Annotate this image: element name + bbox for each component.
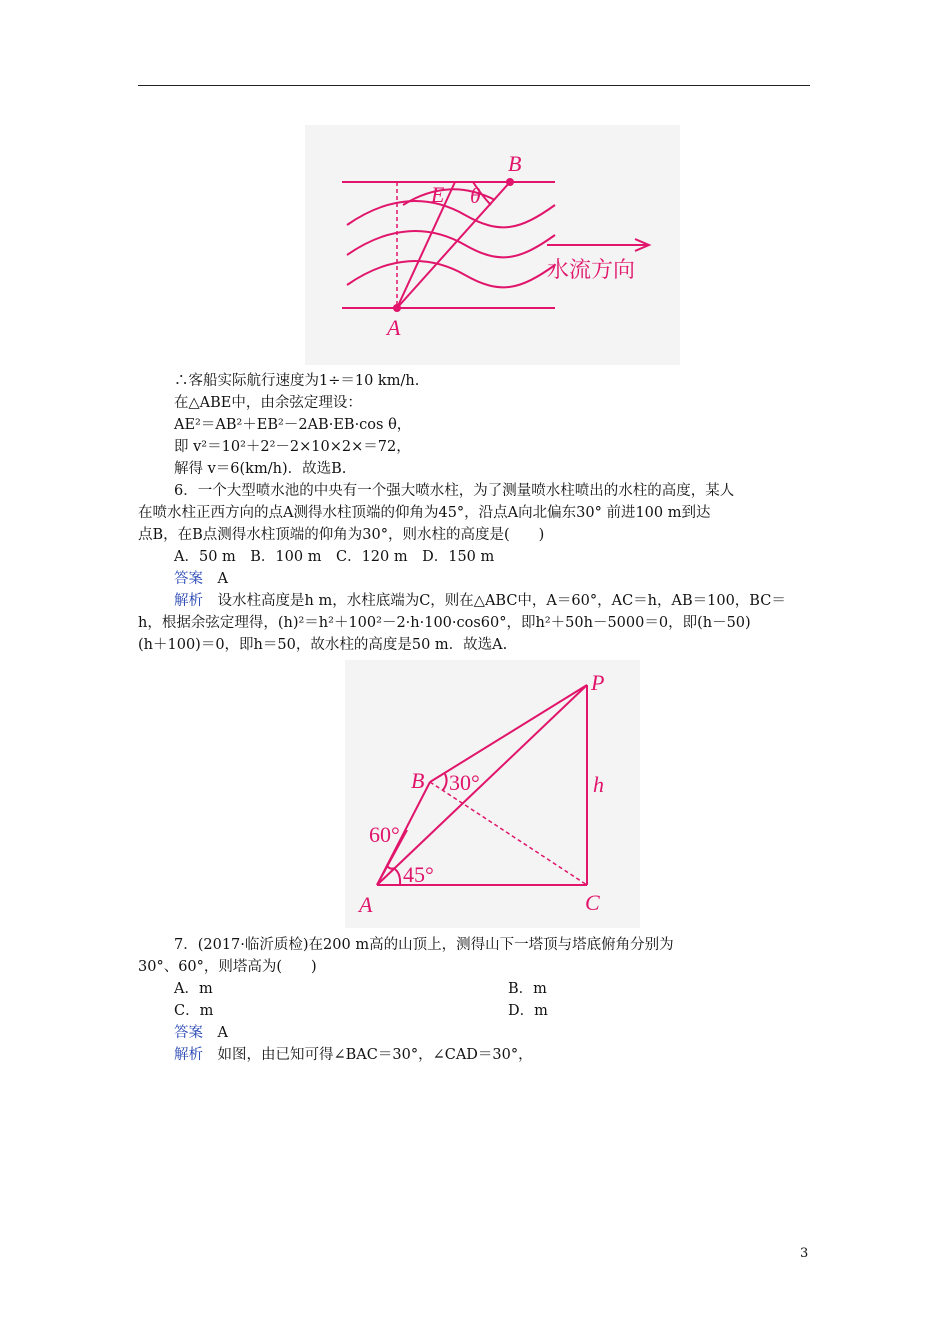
label-theta: θ [470,183,481,208]
question-6-line: 点B，在B点测得水柱顶端的仰角为30°，则水柱的高度是( ) [138,527,545,543]
analysis-label: 解析 [174,593,203,609]
fountain-diagram [345,660,640,928]
label-angle-60: 60° [369,822,400,847]
option-C: C．m [174,1003,214,1019]
label-P: P [591,670,605,695]
question-6-answer [174,568,846,590]
text-line: 即 v²＝10²＋2²－2×10×2×＝72， [174,439,411,455]
label-B: B [411,768,425,793]
question-6-analysis-line: (h＋100)＝0，即h＝50，故水柱的高度是50 m．故选A. [138,637,508,653]
question-7-analysis [174,1044,846,1066]
option-B: B．m [508,981,547,997]
option-D: D．m [508,1003,548,1019]
question-6-analysis-line: h，根据余弦定理得，(h)²＝h²＋100²－2·h·100·cos60°，即h²＋50h－5000＝0，即(h－50) [138,615,751,631]
text-line: 解得 v＝6(km/h)．故选B. [174,461,347,477]
label-h: h [593,772,604,797]
question-6-line: 在喷水柱正西方向的点A测得水柱顶端的仰角为45°，沿点A向北偏东30° 前进100 m到达 [138,505,711,521]
question-6-options: A．50 m B．100 m C．120 m D．150 m [174,549,495,565]
question-6-analysis [174,590,846,612]
label-E: E [431,182,445,207]
option-A: A．m [174,981,213,997]
answer-label: 答案 [174,571,203,587]
text-line: ∴客船实际航行速度为1÷＝10 km/h. [174,373,420,389]
text-line: AE²＝AB²＋EB²－2AB·EB·cos θ， [174,417,412,433]
analysis-label: 解析 [174,1047,203,1063]
answer-value: A [217,1025,228,1041]
label-B: B [508,151,522,176]
label-A: A [387,315,401,340]
answer-label: 答案 [174,1025,203,1041]
label-C: C [585,890,600,915]
question-7-line: 7．(2017·临沂质检)在200 m高的山顶上，测得山下一塔顶与塔底俯角分别为 [174,937,674,953]
point-B [506,178,514,186]
question-6-line: 6．一个大型喷水池的中央有一个强大喷水柱，为了测量喷水柱喷出的水柱的高度，某人 [174,483,735,499]
header-rule [138,85,810,86]
analysis-text: 如图，由已知可得∠BAC＝30°，∠CAD＝30°， [217,1047,533,1063]
question-7-answer [174,1022,846,1044]
analysis-text: 设水柱高度是h m，水柱底端为C，则在△ABC中，A＝60°，AC＝h，AB＝100，BC＝ [217,593,786,609]
label-angle-30: 30° [449,770,480,795]
label-angle-45: 45° [403,862,434,887]
page-number: 3 [800,1246,809,1261]
label-A: A [359,892,373,917]
point-A [393,304,401,312]
answer-value: A [217,571,228,587]
river-diagram [305,125,680,365]
flow-direction-caption: 水流方向 [547,258,636,283]
text-line: 在△ABE中，由余弦定理设： [174,395,362,411]
question-7-line: 30°、60°，则塔高为( ) [138,959,317,975]
